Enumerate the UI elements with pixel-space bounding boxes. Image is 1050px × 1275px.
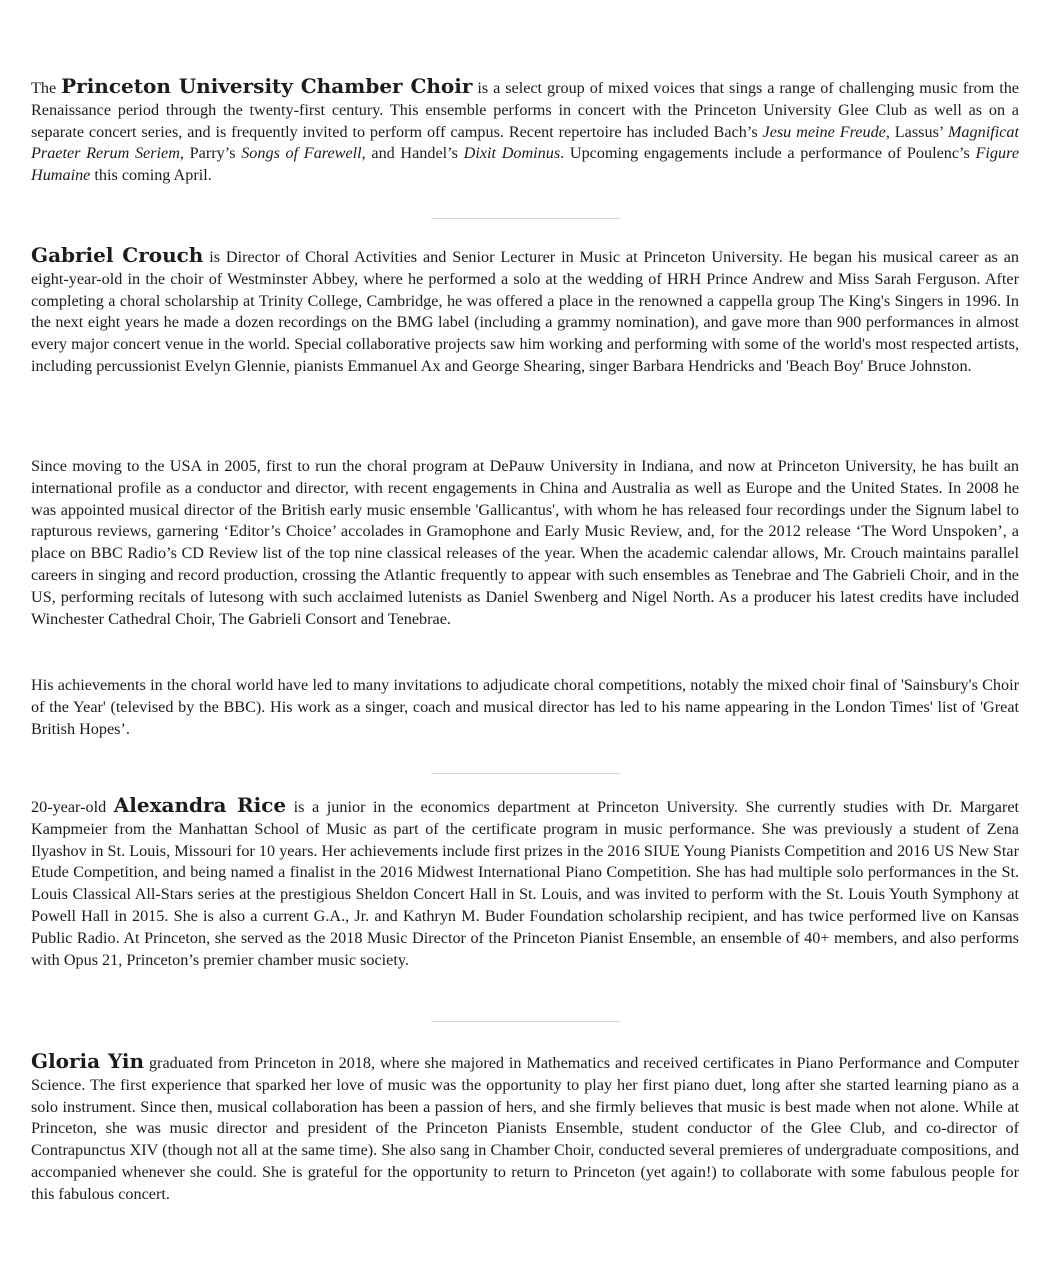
crouch-paragraph-3: His achievements in the choral world have led to many invitations to adjudicate choral competitions, notably the mixed choir final of 'Sainsbury's Choir of the Year' (televised by the BBC). His work as a singer, coach and musical director has led to his name appearing in the London Times' list of 'Great British Hopes’. bbox=[31, 676, 1019, 738]
work-title: Figure Humaine bbox=[31, 144, 1020, 185]
crouch-name: Gabriel Crouch bbox=[31, 243, 204, 267]
choir-intro: The bbox=[31, 79, 62, 97]
choir-name: Princeton University Chamber Choir bbox=[61, 74, 473, 98]
work-title: Jesu meine Freude bbox=[762, 122, 886, 141]
rice-name: Alexandra Rice bbox=[113, 793, 287, 817]
rice-paragraph: 20-year-old Alexandra Rice is a junior in the economics department at Princeton University. She currently studies with Dr. Margaret Kampmeier from the Manhattan School of Music as part of the certificate program in music performance. She was previously a student of Zena Ilyashov in St. Louis, Missouri for 10 years. Her achievements include first prizes in the 2016 SIUE Young Pianists Competition and 2016 US New Star Etude Competition, and being named a finalist in the 2016 Midwest International Piano Competition. She has had multiple solo performances in the St. Louis Classical All-Stars series at the prestigious Sheldon Concert Hall in St. Louis, and was invited to perform with the St. Louis Youth Symphony at Powell Hall in 2015. She is also a current G.A., Jr. and Kathryn M. Buder Foundation scholarship recipient, and has twice performed live on Kansas Public Radio. At Princeton, she served as the 2018 Music Director of the Princeton Pianist Ensemble, an ensemble of 40+ members, and also performs with Opus 21, Princeton’s premier chamber music society. bbox=[31, 793, 1019, 969]
section-divider bbox=[431, 218, 620, 219]
rice-intro: 20-year-old bbox=[31, 798, 114, 816]
yin-name: Gloria Yin bbox=[31, 1049, 145, 1073]
section-divider bbox=[431, 1021, 620, 1022]
work-title: Songs of Farewell bbox=[241, 144, 362, 163]
crouch-paragraph-2: Since moving to the USA in 2005, first to run the choral program at DePauw University in Indiana, and now at Princeton University, he has built an international profile as a conductor and director, with recent engagements in China and Australia as well as Europe and the United States. In 2008 he was appointed musical director of the British early music ensemble 'Gallicantus', with whom he has released four recordings under the Signum label to rapturous reviews, garnering ‘Editor’s Choice’ accolades in Gramophone and Early Music Review, and, for the 2012 release ‘The Word Unspoken’, a place on BBC Radio’s CD Review list of the top nine classical releases of the year. When the academic calendar allows, Mr. Crouch maintains parallel careers in singing and record production, crossing the Atlantic frequently to appear with such ensembles as Tenebrae and The Gabrieli Choir, and in the US, performing recitals of lutesong with such acclaimed lutenists as Daniel Swenberg and Nigel North. As a producer his latest credits have included Winchester Cathedral Choir, The Gabrieli Consort and Tenebrae. bbox=[31, 457, 1019, 628]
choir-paragraph: The Princeton University Chamber Choir is a select group of mixed voices that sings a range of challenging music from the Renaissance period through the twenty-first century. This ensemble performs in concert with the Princeton University Glee Club as well as on a separate concert series, and is frequently invited to perform off campus. Recent repertoire has included Bach’s Jesu meine Freude, Lassus’ Magnificat Praeter Rerum Seriem, Parry’s Songs of Farewell, and Handel’s Dixit Dominus. Upcoming engagements include a performance of Poulenc’s Figure Humaine this coming April. bbox=[31, 74, 1020, 185]
section-divider bbox=[431, 773, 620, 774]
work-title: Magnificat Praeter Rerum Seriem bbox=[31, 122, 1019, 163]
yin-paragraph: Gloria Yin graduated from Princeton in 2018, where she majored in Mathematics and received certificates in Piano Performance and Computer Science. The first experience that sparked her love of music was the opportunity to play her first piano duet, long after she started learning piano as a solo instrument. Since then, musical collaboration has been a passion of hers, and she firmly believes that music is best made when not alone. While at Princeton, she was music director and president of the Princeton Pianists Ensemble, student conductor of the Glee Club, and co-director of Contrapunctus XIV (though not all at the same time). She also sang in Chamber Choir, conducted several premieres of undergraduate compositions, and accompanied whenever she could. She is grateful for the opportunity to return to Princeton (yet again!) to collaborate with some fabulous people for this fabulous concert. bbox=[31, 1049, 1019, 1203]
crouch-paragraph-1: Gabriel Crouch is Director of Choral Activities and Senior Lecturer in Music at Princeton University. He began his musical career as an eight-year-old in the choir of Westminster Abbey, where he performed a solo at the wedding of HRH Prince Andrew and Miss Sarah Ferguson. After completing a choral scholarship at Trinity College, Cambridge, he was offered a place in the renowned a cappella group The King's Singers in 1996. In the next eight years he made a dozen recordings on the BMG label (including a grammy nomination), and gave more than 900 performances in almost every major concert venue in the world. Special collaborative projects saw him working and performing with some of the world's most respected artists, including percussionist Evelyn Glennie, pianists Emmanuel Ax and George Shearing, singer Barbara Hendricks and 'Beach Boy' Bruce Johnston. bbox=[31, 243, 1019, 375]
work-title: Dixit Dominus bbox=[463, 144, 561, 163]
